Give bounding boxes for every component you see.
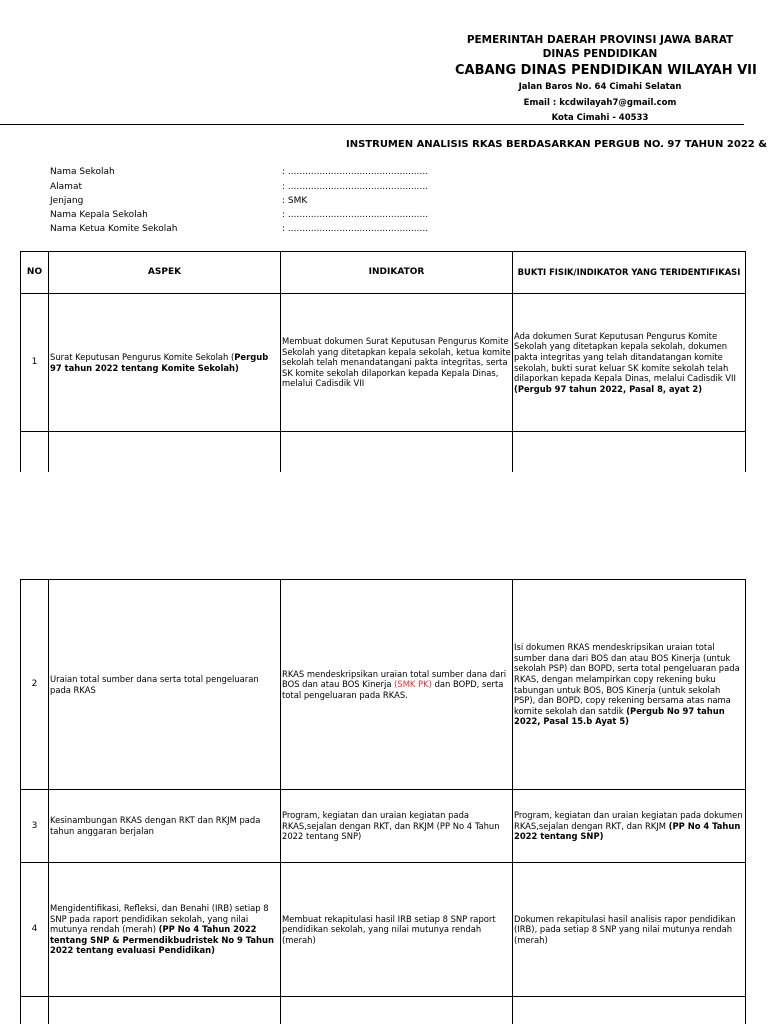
rkas-table-part2: [20, 579, 746, 1024]
document-title: INSTRUMEN ANALISIS RKAS BERDASARKAN PERGUB NO. 97 TAHUN 2022 &: [346, 139, 767, 150]
header-agency: DINAS PENDIDIKAN: [542, 48, 658, 60]
aspek-cell: [49, 863, 281, 997]
info-label-address: Alamat: [50, 182, 82, 192]
indikator-text: RKAS mendeskripsikan uraian total sumber dana dari BOS dan atau BOS Kinerja: [282, 668, 507, 690]
empty-cell: [513, 997, 746, 1024]
empty-cell: [281, 432, 513, 472]
header-indikator: INDIKATOR: [281, 252, 513, 294]
info-label-principal: Nama Kepala Sekolah: [50, 210, 148, 220]
row-number: 1: [21, 294, 49, 432]
aspek-text: Mengidentifikasi, Refleksi, dan Benahi (IRB) setiap 8 SNP pada raport pendidikan sekolah, yang nilai mutunya rendah (merah): [50, 903, 269, 935]
info-label-committee-head: Nama Ketua Komite Sekolah: [50, 224, 178, 234]
bukti-cell: Dokumen rekapitulasi hasil analisis rapor pendidikan (IRB), pada setiap 8 SNP yang nilai mutunya rendah (merah): [513, 863, 746, 997]
header-city: Kota Cimahi - 40533: [551, 113, 649, 123]
header-divider: [0, 124, 744, 125]
table-row-empty: [21, 997, 746, 1024]
row-number: 3: [21, 790, 49, 863]
empty-cell: [21, 432, 49, 472]
indikator-text-end: dan BOPD, serta total pengeluaran pada RKAS.: [282, 679, 504, 700]
info-label-level: Jenjang: [50, 196, 84, 206]
bukti-reference: (Pergub No 97 tahun 2022, Pasal 15.b Ayat 5): [514, 705, 725, 727]
empty-cell: [49, 997, 281, 1024]
empty-cell: [513, 432, 746, 472]
info-label-school-name: Nama Sekolah: [50, 167, 115, 177]
bukti-text: Ada dokumen Surat Keputusan Pengurus Komite Sekolah yang ditetapkan kepala sekolah, dokumen pakta integritas yang telah ditandatangan komite sekolah, bukti surat keluar SK komite sekolah telah dilaporkan kepada Kepala Dinas, melalui Cadisdik VII: [514, 330, 736, 384]
aspek-cell: Kesinambungan RKAS dengan RKT dan RKJM pada tahun anggaran berjalan: [49, 790, 281, 863]
aspek-reference: (PP No 4 Tahun 2022 tentang SNP & Permendikbudristek No 9 Tahun 2022 tentang evaluasi Pendidikan): [50, 924, 274, 956]
empty-cell: [49, 432, 281, 472]
aspek-cell: [49, 294, 281, 432]
table-row-empty: [21, 432, 746, 472]
info-value-address: : .................................................: [282, 182, 429, 192]
table-header-row: [21, 252, 746, 294]
empty-cell: [21, 997, 49, 1024]
indikator-cell: Program, kegiatan dan uraian kegiatan pada RKAS,sejalan dengan RKT, dan RKJM (PP No 4 Tahun 2022 tentang SNP): [281, 790, 513, 863]
header-branch: CABANG DINAS PENDIDIKAN WILAYAH VII: [455, 63, 757, 78]
bukti-cell: [513, 580, 746, 790]
info-value-school-name: : .................................................: [282, 167, 429, 177]
header-aspek: ASPEK: [49, 252, 281, 294]
indikator-cell: Membuat rekapitulasi hasil IRB setiap 8 SNP raport pendidikan sekolah, yang nilai mutunya rendah (merah): [281, 863, 513, 997]
bukti-cell: [513, 294, 746, 432]
header-address: Jalan Baros No. 64 Cimahi Selatan: [518, 82, 682, 92]
info-value-principal: : .................................................: [282, 210, 429, 220]
bukti-reference: (Pergub 97 tahun 2022, Pasal 8, ayat 2): [514, 383, 703, 394]
header-email: Email : kcdwilayah7@gmail.com: [523, 98, 677, 108]
table-row: [21, 863, 746, 997]
row-number: 4: [21, 863, 49, 997]
aspek-reference: Pergub 97 tahun 2022 tentang Komite Sekolah): [50, 351, 269, 373]
header-bukti: BUKTI FISIK/INDIKATOR YANG TERIDENTIFIKASI: [513, 252, 746, 294]
empty-cell: [281, 997, 513, 1024]
header-no: NO: [21, 252, 49, 294]
indikator-cell: Membuat dokumen Surat Keputusan Pengurus Komite Sekolah yang ditetapkan kepala sekolah, ketua komite sekolah telah menandatangani pakta integritas, serta SK komite sekolah dilaporkan kepada Kepala Dinas, melalui Cadisdik VII: [281, 294, 513, 432]
table-row: [21, 294, 746, 432]
bukti-text: Isi dokumen RKAS mendeskripsikan uraian total sumber dana dari BOS dan atau BOS Kinerja (untuk sekolah PSP) dan BOPD, serta total pengeluaran pada RKAS, dengan melampirkan copy rekening buku tabungan untuk BOS, BOS Kinerja (untuk sekolah PSP), dan BOPD, copy rekening bersama atas nama komite sekolah dan satdik: [514, 642, 740, 716]
aspek-cell: Uraian total sumber dana serta total pengeluaran pada RKAS: [49, 580, 281, 790]
header-province: PEMERINTAH DAERAH PROVINSI JAWA BARAT: [466, 34, 734, 46]
info-value-committee-head: : .................................................: [282, 224, 429, 234]
rkas-table-part1: [20, 251, 746, 472]
indikator-cell: [281, 580, 513, 790]
indikator-highlight: (SMK PK): [394, 679, 432, 690]
bukti-cell: [513, 790, 746, 863]
bukti-reference: (PP No 4 Tahun 2022 tentang SNP): [514, 820, 741, 842]
row-number: 2: [21, 580, 49, 790]
table-row: [21, 580, 746, 790]
aspek-text: Surat Keputusan Pengurus Komite Sekolah (: [50, 351, 235, 362]
info-value-level: : SMK: [282, 196, 308, 206]
bukti-text: Program, kegiatan dan uraian kegiatan pada dokumen RKAS,sejalan dengan RKT, dan RKJM: [514, 810, 743, 831]
table-row: [21, 790, 746, 863]
